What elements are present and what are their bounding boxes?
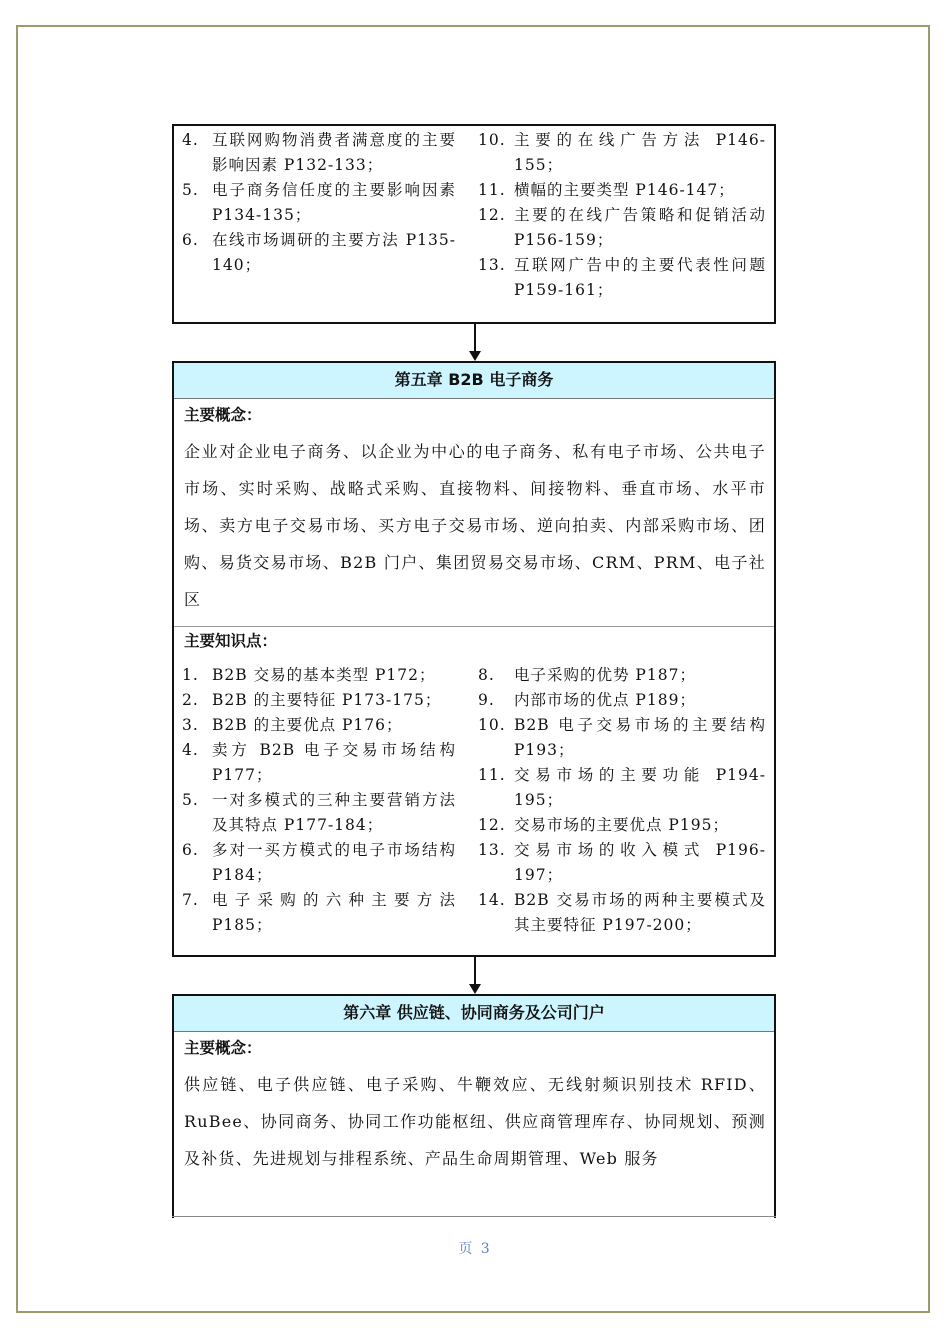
list-item	[182, 688, 456, 713]
flow-arrow-head	[469, 984, 481, 994]
list-item	[478, 813, 766, 838]
list-item-text: 内部市场的优点 P189；	[514, 691, 696, 709]
list-item-text: B2B 的主要特征 P173-175；	[212, 691, 442, 709]
list-item-number: 6.	[182, 231, 199, 249]
list-item-number: 13.	[478, 841, 506, 859]
list-item-number: 14.	[478, 891, 506, 909]
list-item	[182, 888, 456, 938]
list-item	[182, 788, 456, 838]
list-item-text: 主要的在线广告策略和促销活动 P156-159；	[514, 206, 766, 249]
list-item-number: 5.	[182, 791, 199, 809]
list-item-number: 6.	[182, 841, 199, 859]
list-item	[478, 203, 766, 253]
page-number: 页 3	[458, 1241, 492, 1257]
list-item-text: 电子采购的六种主要方法 P185；	[212, 891, 456, 934]
list-item	[182, 228, 456, 278]
list-item-number: 1.	[182, 666, 199, 684]
list-item-text: 交易市场的主要优点 P195；	[514, 816, 729, 834]
concept-text: 企业对企业电子商务、以企业为中心的电子商务、私有电子市场、公共电子市场、实时采购、战略式采购、直接物料、间接物料、垂直市场、水平市场、卖方电子交易市场、买方电子交易市场、逆向拍卖、内部采购市场、团购、易货交易市场、B2B 门户、集团贸易交易市场、CRM、PRM、电子社区	[184, 442, 766, 609]
knowledge-list-left	[182, 663, 474, 938]
list-item	[478, 178, 766, 203]
list-item-text: B2B 交易的基本类型 P172；	[212, 666, 436, 684]
list-item-text: 交易市场的收入模式 P196-197；	[514, 841, 766, 884]
list-item-number: 7.	[182, 891, 199, 909]
list-item	[182, 663, 456, 688]
flow-arrow-head	[469, 351, 481, 361]
chapter5-box	[172, 361, 776, 957]
chapter4-continuation-box	[172, 124, 776, 324]
chapter5-title: 第五章 B2B 电子商务	[174, 363, 774, 399]
list-item	[478, 888, 766, 938]
list-item-number: 2.	[182, 691, 199, 709]
list-item	[478, 128, 766, 178]
list-item-text: 在线市场调研的主要方法 P135-140；	[212, 231, 456, 274]
list-item-number: 10.	[478, 131, 506, 149]
list-item-text: 互联网广告中的主要代表性问题 P159-161；	[514, 256, 766, 299]
knowledge-list-left	[182, 128, 474, 303]
list-item	[182, 838, 456, 888]
chapter6-title: 第六章 供应链、协同商务及公司门户	[174, 996, 774, 1032]
list-item-text: 互联网购物消费者满意度的主要影响因素 P132-133；	[212, 131, 456, 174]
list-item-number: 12.	[478, 206, 506, 224]
list-item-number: 5.	[182, 181, 199, 199]
list-item-number: 11.	[478, 766, 506, 784]
list-item-number: 8.	[478, 666, 495, 684]
list-item	[478, 663, 766, 688]
flow-arrow-line	[474, 957, 476, 984]
list-item-text: 主要的在线广告方法 P146-155；	[514, 131, 766, 174]
list-item-text: 卖方 B2B 电子交易市场结构 P177；	[212, 741, 456, 784]
list-item-text: B2B 的主要优点 P176；	[212, 716, 403, 734]
list-item-text: B2B 交易市场的两种主要模式及其主要特征 P197-200；	[514, 891, 766, 934]
list-item	[478, 763, 766, 813]
list-item	[478, 838, 766, 888]
list-item-number: 11.	[478, 181, 506, 199]
list-item-text: B2B 电子交易市场的主要结构 P193；	[514, 716, 766, 759]
concept-label: 主要概念：	[184, 406, 262, 424]
chapter6-bottom-line	[172, 1216, 776, 1217]
knowledge-list-right	[474, 663, 766, 938]
list-item-text: 电子商务信任度的主要影响因素 P134-135；	[212, 181, 456, 224]
list-item-number: 4.	[182, 741, 199, 759]
list-item	[182, 128, 456, 178]
list-item	[182, 738, 456, 788]
list-item-number: 12.	[478, 816, 506, 834]
list-item-number: 13.	[478, 256, 506, 274]
list-item-text: 一对多模式的三种主要营销方法及其特点 P177-184；	[212, 791, 456, 834]
list-item	[478, 688, 766, 713]
list-item-number: 4.	[182, 131, 199, 149]
list-item-text: 横幅的主要类型 P146-147；	[514, 181, 735, 199]
list-item	[478, 253, 766, 303]
list-item-number: 9.	[478, 691, 495, 709]
knowledge-list-right	[474, 128, 766, 303]
list-item	[182, 178, 456, 228]
list-item	[478, 713, 766, 763]
list-item-text: 交易市场的主要功能 P194-195；	[514, 766, 766, 809]
list-item-number: 10.	[478, 716, 506, 734]
knowledge-label: 主要知识点：	[184, 632, 278, 650]
list-item-text: 多对一买方模式的电子市场结构 P184；	[212, 841, 456, 884]
list-item-number: 3.	[182, 716, 199, 734]
flow-arrow-line	[474, 324, 476, 351]
concept-label: 主要概念：	[184, 1039, 262, 1057]
concept-text: 供应链、电子供应链、电子采购、牛鞭效应、无线射频识别技术 RFID、RuBee、协同商务、协同工作功能枢纽、供应商管理库存、协同规划、预测及补货、先进规划与排程系统、产品生命周期管理、Web 服务	[184, 1075, 766, 1168]
chapter6-box	[172, 994, 776, 1218]
list-item	[182, 713, 456, 738]
list-item-text: 电子采购的优势 P187；	[514, 666, 696, 684]
